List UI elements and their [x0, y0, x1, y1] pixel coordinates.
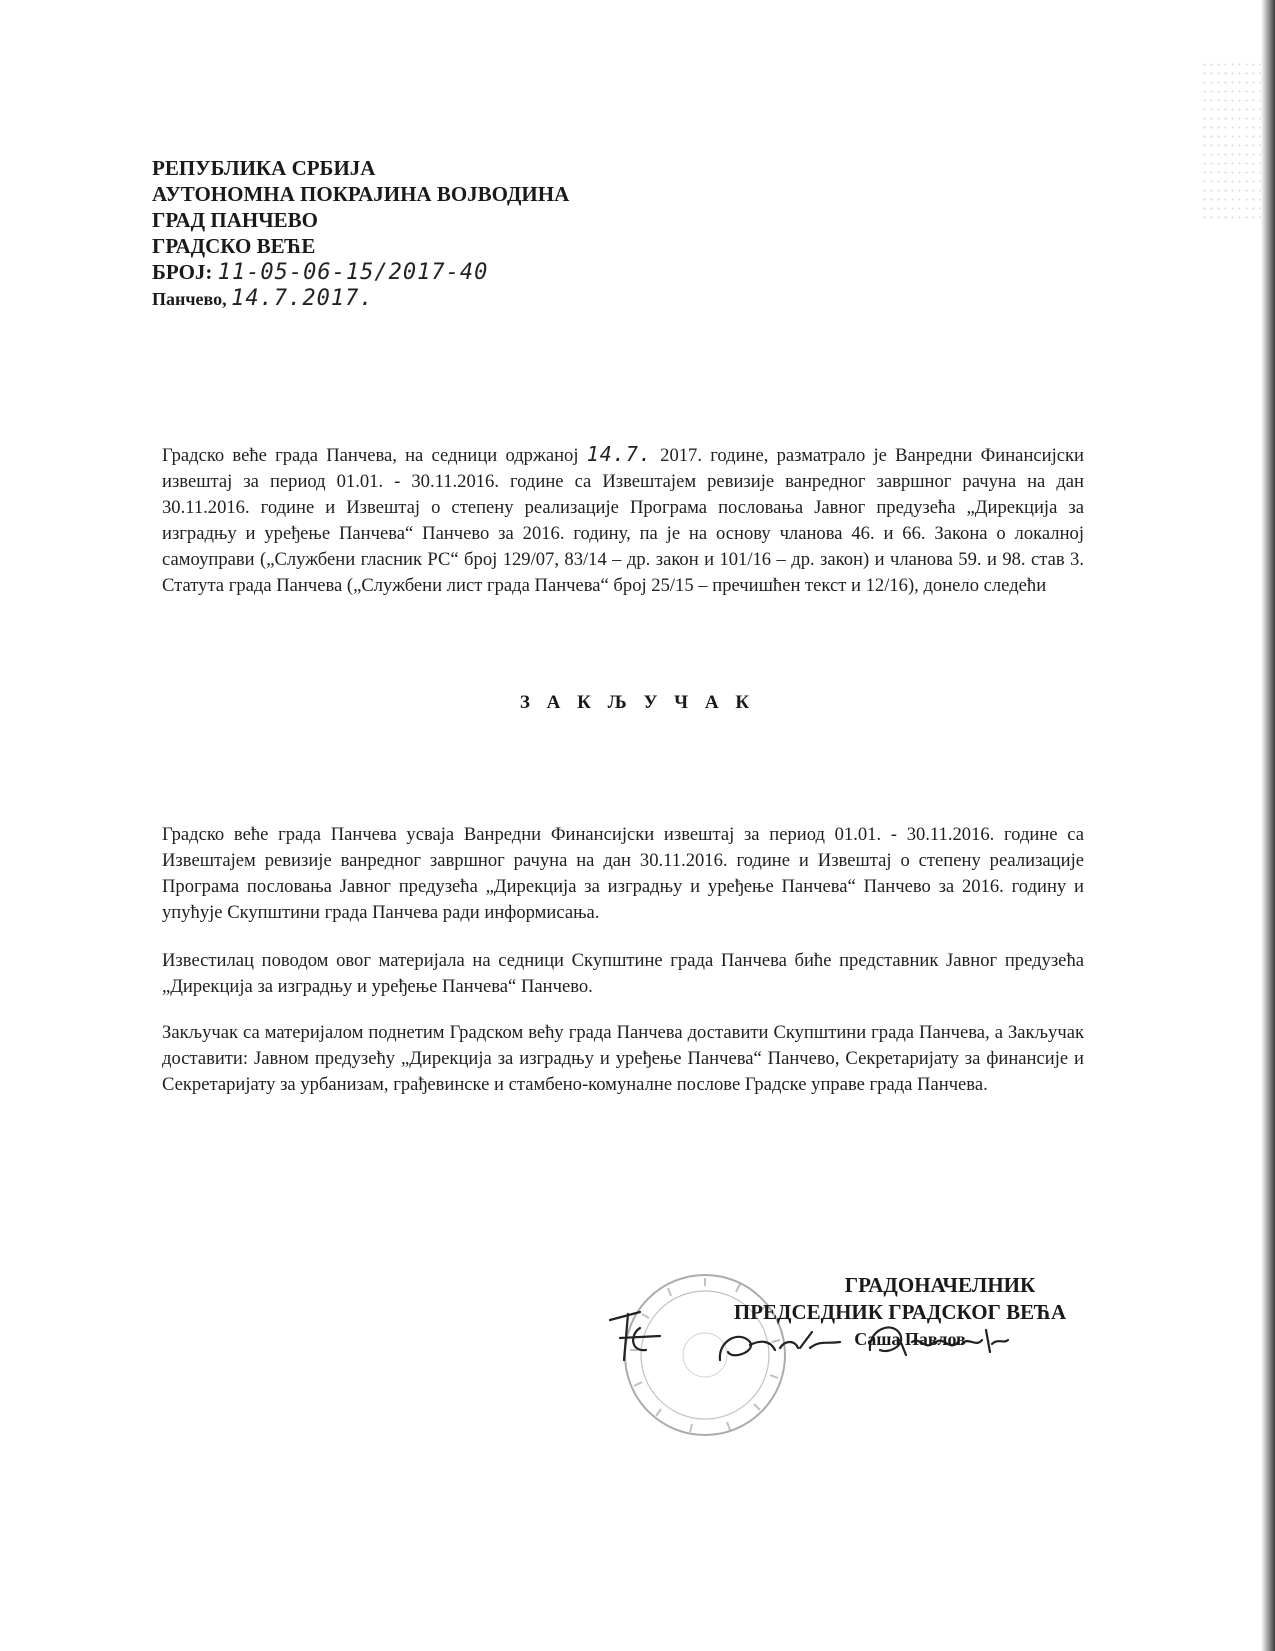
signature-name: Саша Павлов	[854, 1329, 966, 1349]
intro-after-date: 2017. године, разматрало је Ванредни Финансијски извештај за период 01.01. - 30.11.2016. године са Извештајем ревизије ванредног завршног рачуна на дан 30.11.2016. године и Извештај о степену реализације Програма пословања Јавног предузећа „Дирекција за изградњу и уређење Панчева“ Панчево за 2016. годину, па је на основу чланова 46. и 66. Закона о локалној самоуправи („Службени гласник РС“ број 129/07, 83/14 – др. закон и 101/16 – др. закон) и чланова 59. и 98. став 3. Статута града Панчева („Службени лист града Панчева“ број 25/15 – пречишћен текст и 12/16), донело следећи	[162, 445, 1084, 596]
place-label: Панчево,	[152, 289, 227, 309]
intro-session-date-handwritten: 14.7.	[586, 442, 652, 466]
number-value-handwritten: 11-05-06-15/2017-40	[217, 260, 489, 285]
header-province: АУТОНОМНА ПОКРАЈИНА ВОЈВОДИНА	[152, 182, 570, 206]
header-place-date	[152, 286, 652, 312]
conclusion-paragraph-2: Известилац поводом овог материјала на седници Скупштине града Панчева биће представник Јавног предузећа „Дирекција за изградњу и уређење Панчева“ Панчево.	[162, 950, 1084, 997]
header-council: ГРАДСКО ВЕЋЕ	[152, 234, 316, 258]
scan-edge-shadow	[1261, 0, 1275, 1651]
header-city: ГРАД ПАНЧЕВО	[152, 208, 318, 232]
signature-role-mayor: ГРАДОНАЧЕЛНИК	[844, 1273, 1036, 1297]
conclusion-paragraph-1: Градско веће града Панчева усваја Ванредни Финансијски извештај за период 01.01. - 30.11.2016. године са Извештајем ревизије ванредног завршног рачуна на дан 30.11.2016. године и Извештај о степену реализације Програма пословања Јавног предузећа „Дирекција за изградњу и уређење Панчева“ Панчево за 2016. годину и упућује Скупштини града Панчева ради информисања.	[162, 824, 1084, 923]
header-republic: РЕПУБЛИКА СРБИЈА	[152, 156, 376, 180]
document-header	[152, 155, 652, 312]
number-label: БРОЈ:	[152, 260, 213, 284]
document-title: З А К Љ У Ч А К	[519, 692, 756, 713]
signature-role-president: ПРЕДСЕДНИК ГРАДСКОГ ВЕЋА	[733, 1300, 1067, 1324]
conclusion-paragraph-3: Закључак са материјалом поднетим Градском већу града Панчева доставити Скупштини града Панчева, а Закључак доставити: Јавном предузећу „Дирекција за изградњу и уређење Панчева“ Панчево, Секретаријату за финансије и Секретаријату за урбанизам, грађевинске и стамбено-комуналне послове Градске управе града Панчева.	[162, 1022, 1084, 1095]
intro-before-date: Градско веће града Панчева, на седници одржаној	[162, 445, 579, 466]
place-date-handwritten: 14.7.2017.	[231, 286, 374, 311]
header-number	[152, 259, 652, 286]
intro-paragraph	[162, 441, 1084, 599]
scan-noise	[1201, 60, 1261, 220]
signature-block	[700, 1272, 1100, 1353]
